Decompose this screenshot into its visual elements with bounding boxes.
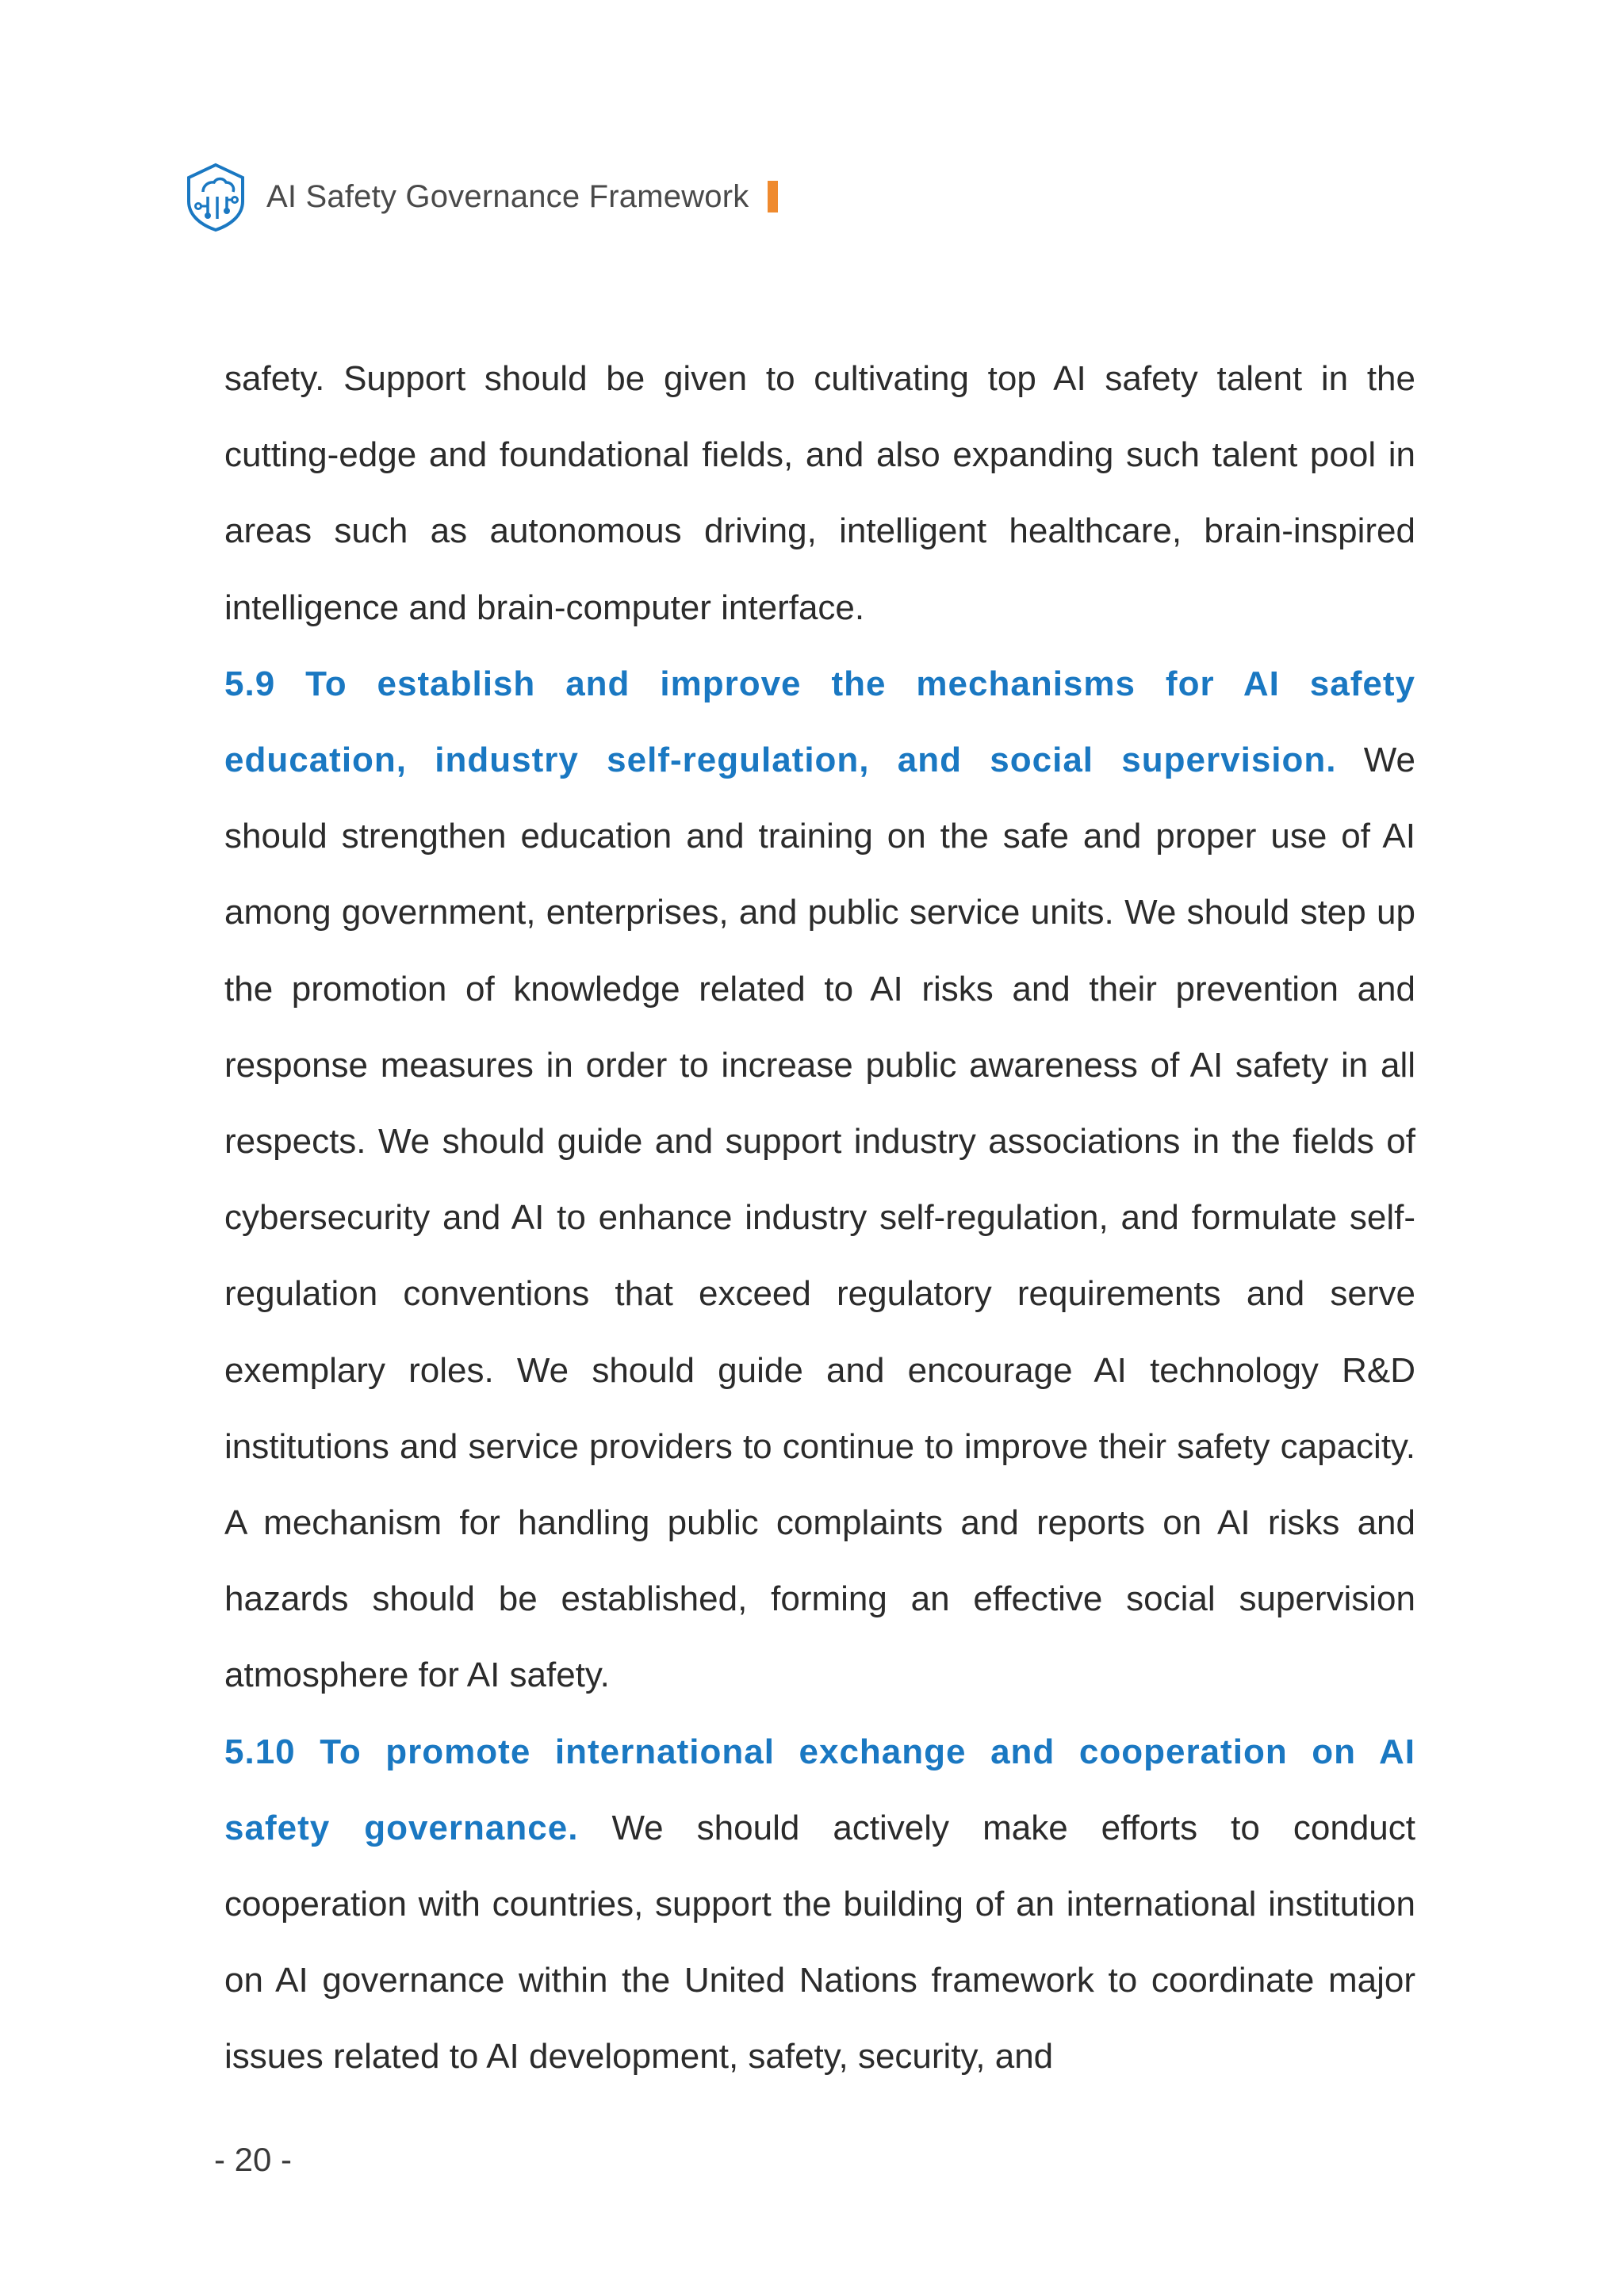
section-5-10 (224, 1714, 1415, 2096)
section-text-5-10: We should actively make efforts to conduct cooperation with countries, support the building of an international institution on AI governance within the United Nations framework to coordinate major issues related to AI development, safety, security, and (224, 1808, 1415, 2077)
page-header (179, 159, 778, 235)
paragraph-text: safety. Support should be given to cultivating top AI safety talent in the cutting-edge and foundational fields, and also expanding such talent pool in areas such as autonomous driving, intelligent healthcare, brain-inspired intelligence and brain-computer interface. (224, 359, 1415, 627)
section-heading-5-10: 5.10 To promote international exchange and cooperation on AI safety governance. (224, 1732, 1415, 1847)
paragraph-continuation (224, 341, 1415, 646)
section-5-9 (224, 646, 1415, 1714)
section-text-5-9: We should strengthen education and training on the safe and proper use of AI among government, enterprises, and public service units. We should step up the promotion of knowledge related to AI risks and their prevention and response measures in order to increase public awareness of AI safety in all respects. We should guide and support industry associations in the fields of cybersecurity and AI to enhance industry self-regulation, and formulate self-regulation conventions that exceed regulatory requirements and serve exemplary roles. We should guide and encourage AI technology R&D institutions and service providers to continue to improve their safety capacity. A mechanism for handling public complaints and reports on AI risks and hazards should be established, forming an effective social supervision atmosphere for AI safety. (224, 741, 1415, 1695)
section-heading-5-9: 5.9 To establish and improve the mechanisms for AI safety education, industry self-regulation, and social supervision. (224, 664, 1415, 780)
body-content (224, 341, 1415, 2096)
page-number: - 20 - (214, 2141, 293, 2178)
header-accent-bar (768, 181, 778, 212)
document-title: AI Safety Governance Framework (266, 178, 749, 214)
shield-circuit-icon (179, 160, 252, 233)
